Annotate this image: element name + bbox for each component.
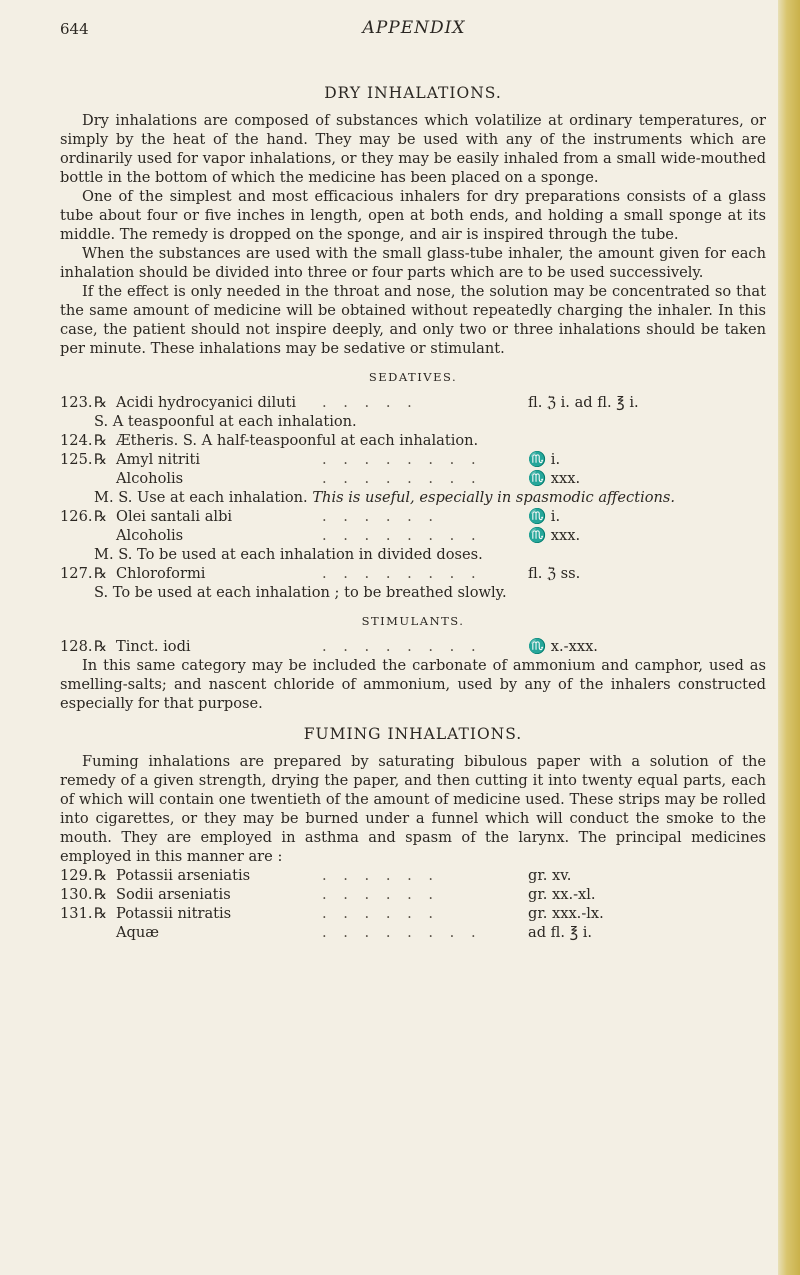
- prescription-125: [60, 450, 766, 469]
- dose: gr. xx.-xl.: [528, 886, 596, 903]
- leader-dots: . . . . . .: [322, 508, 440, 525]
- paragraph: Dry inhalations are composed of substances which volatilize at ordinary temperatures, or simply by the heat of the hand. They may be used with any of the instruments which are ordinarily used for vapor inhalations, or they may be easily inhaled from a small wide-mouthed bottle in the bottom of which the medicine has been placed on a sponge.: [60, 112, 766, 186]
- rx-number: 129.: [60, 867, 93, 884]
- dose: ♏ x.-xxx.: [528, 638, 598, 655]
- ingredient: Sodii arseniatis: [116, 886, 231, 903]
- page-header: [60, 14, 768, 44]
- subheading-sedatives: SEDATIVES.: [368, 370, 458, 384]
- prescription-124: [60, 431, 766, 450]
- dose: fl. ℨ i. ad fl. ℥ i.: [528, 394, 639, 411]
- leader-dots: . . . . . . . .: [322, 451, 482, 468]
- leader-dots: . . . . . .: [322, 886, 440, 903]
- leader-dots: . . . . . .: [322, 905, 440, 922]
- direction: S. A teaspoonful at each inhalation.: [94, 413, 357, 430]
- rx-number: 124.: [60, 432, 93, 449]
- rx-number: 131.: [60, 905, 93, 922]
- ingredient: Amyl nitriti: [116, 451, 201, 468]
- leader-dots: . . . . .: [322, 394, 418, 411]
- leader-dots: . . . . . . . .: [322, 565, 482, 582]
- paragraph: When the substances are used with the small glass-tube inhaler, the amount given for each inhalation should be divided into three or four parts which are to be used successively.: [60, 245, 766, 281]
- dose: ♏ i.: [528, 508, 561, 525]
- leader-dots: . . . . . . . .: [322, 527, 482, 544]
- recipe-symbol-icon: ℞: [94, 565, 108, 582]
- recipe-symbol-icon: ℞: [94, 886, 108, 903]
- ingredient: Aquæ: [116, 924, 159, 941]
- direction-text: M. S. Use at each inhalation.: [94, 489, 308, 506]
- ingredient: Tinct. iodi: [116, 638, 191, 655]
- rx-number: 126.: [60, 508, 93, 525]
- dose: ♏ xxx.: [528, 470, 581, 487]
- dose: ♏ i.: [528, 451, 561, 468]
- running-title: APPENDIX: [362, 18, 466, 38]
- recipe-symbol-icon: ℞: [94, 638, 108, 655]
- leader-dots: . . . . . . . .: [322, 638, 482, 655]
- section-title-dry: DRY INHALATIONS.: [324, 84, 502, 102]
- rx-number: 130.: [60, 886, 93, 903]
- leader-dots: . . . . . . . .: [322, 470, 482, 487]
- dose: ad fl. ℥ i.: [528, 924, 593, 941]
- page-edge: [778, 0, 800, 1275]
- page-body: [60, 84, 766, 942]
- dose: gr. xv.: [528, 867, 572, 884]
- prescription-123: [60, 393, 766, 412]
- dose: gr. xxx.-lx.: [528, 905, 604, 922]
- page-number: 644: [60, 20, 89, 38]
- section-title-fuming: FUMING INHALATIONS.: [303, 725, 523, 743]
- recipe-symbol-icon: ℞: [94, 394, 108, 411]
- paragraph: Fuming inhalations are prepared by saturating bibulous paper with a solution of the remedy of a given strength, drying the paper, and then cutting it into twenty equal parts, each of which will contain one twentieth of the amount of medicine used. These strips may be rolled into cigarettes, or they may be burned under a funnel which will conduct the smoke to the mouth. They are employed in asthma and spasm of the larynx. The principal medicines employed in this manner are :: [60, 753, 766, 865]
- prescription-129: [60, 866, 766, 885]
- ingredient: Acidi hydrocyanici diluti: [116, 394, 297, 411]
- rx-number: 128.: [60, 638, 93, 655]
- recipe-symbol-icon: ℞: [94, 432, 108, 449]
- prescription-126-line2: [60, 526, 766, 545]
- recipe-symbol-icon: ℞: [94, 905, 108, 922]
- recipe-symbol-icon: ℞: [94, 451, 108, 468]
- rx-number: 127.: [60, 565, 93, 582]
- prescription-125-line2: [60, 469, 766, 488]
- prescription-130: [60, 885, 766, 904]
- ingredient: Olei santali albi: [116, 508, 233, 525]
- prescription-127: [60, 564, 766, 583]
- recipe-symbol-icon: ℞: [94, 508, 108, 525]
- paragraph: In this same category may be included the carbonate of ammonium and camphor, used as smelling-salts; and nascent chloride of ammonium, used by any of the inhalers constructed especially for that purpose.: [60, 657, 766, 712]
- dose: fl. ℨ ss.: [528, 565, 581, 582]
- ingredient: Alcoholis: [116, 527, 184, 544]
- recipe-symbol-icon: ℞: [94, 867, 108, 884]
- direction: S. To be used at each inhalation ; to be breathed slowly.: [94, 584, 507, 601]
- direction: [60, 488, 766, 507]
- leader-dots: . . . . . .: [322, 867, 440, 884]
- prescription-131-line2: [60, 923, 766, 942]
- leader-dots: . . . . . . . .: [322, 924, 482, 941]
- ingredient: Alcoholis: [116, 470, 184, 487]
- dose: ♏ xxx.: [528, 527, 581, 544]
- paragraph: One of the simplest and most efficacious inhalers for dry preparations consists of a glass tube about four or five inches in length, open at both ends, and holding a small sponge at its middle. The remedy is dropped on the sponge, and air is inspired through the tube.: [60, 188, 766, 243]
- ingredient: Chloroformi: [116, 565, 206, 582]
- subheading-stimulants: STIMULANTS.: [361, 614, 465, 628]
- prescription-128: [60, 637, 766, 656]
- ingredient-direction: Ætheris. S. A half-teaspoonful at each inhalation.: [116, 432, 479, 449]
- paragraph: If the effect is only needed in the throat and nose, the solution may be concentrated so that the same amount of medicine will be obtained without repeatedly charging the inhaler. In this case, the patient should not inspire deeply, and only two or three inhalations should be taken per minute. These inhalations may be sedative or stimulant.: [60, 283, 766, 357]
- ingredient: Potassii nitratis: [116, 905, 232, 922]
- prescription-131: [60, 904, 766, 923]
- direction: M. S. To be used at each inhalation in divided doses.: [94, 546, 483, 563]
- direction-note: This is useful, especially in spasmodic affections.: [312, 489, 676, 506]
- rx-number: 123.: [60, 394, 93, 411]
- ingredient: Potassii arseniatis: [116, 867, 251, 884]
- prescription-126: [60, 507, 766, 526]
- rx-number: 125.: [60, 451, 93, 468]
